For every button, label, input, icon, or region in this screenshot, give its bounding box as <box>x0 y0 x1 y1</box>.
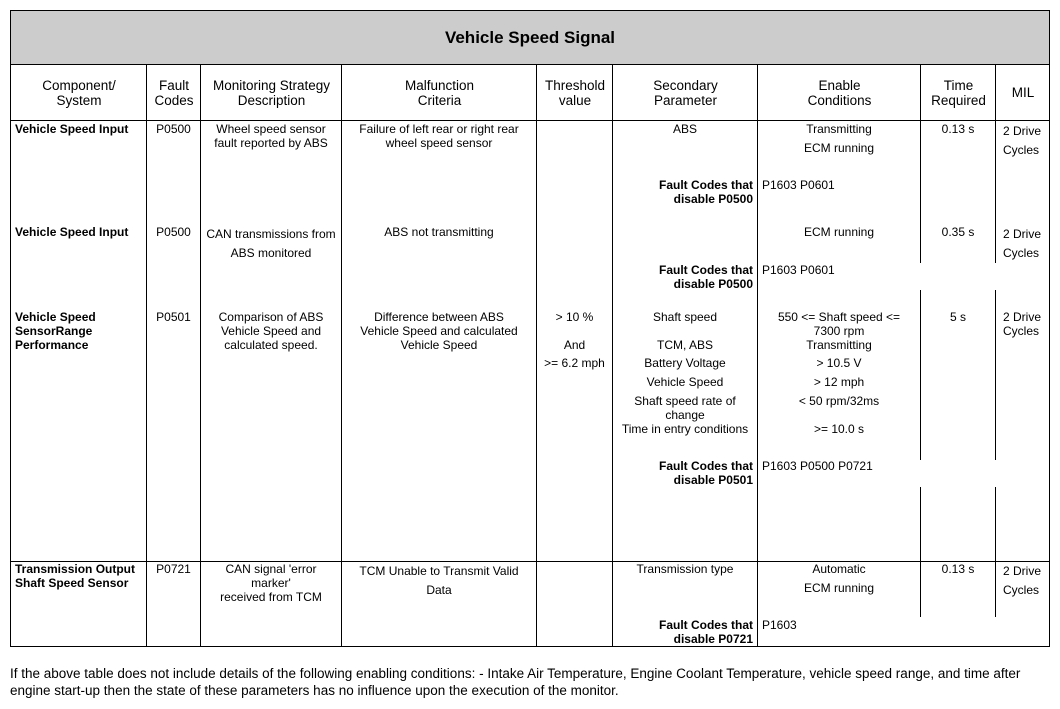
row4-enable-2: ECM running <box>803 581 875 595</box>
row3-secondary-4: Vehicle Speed <box>646 375 724 389</box>
row3-enable-5: < 50 rpm/32ms <box>798 394 880 408</box>
row3-enable-3: > 10.5 V <box>816 356 862 370</box>
row1-time: 0.13 s <box>941 122 975 136</box>
row3-fault-code: P0501 <box>156 310 191 324</box>
row1-mil: 2 Drive Cycles <box>1003 124 1042 157</box>
header-component: Component/ System <box>42 77 116 108</box>
row1-secondary-param: ABS <box>672 122 697 136</box>
row2-time: 0.35 s <box>941 225 975 239</box>
header-threshold: Threshold value <box>544 77 606 108</box>
row2-disable-label: Fault Codes that disable P0500 <box>658 263 753 291</box>
row2-enable-1: ECM running <box>803 225 875 239</box>
row3-mil: 2 Drive Cycles <box>1003 310 1042 338</box>
row4-disable-label: Fault Codes that disable P0721 <box>658 618 753 646</box>
row3-threshold-2: And <box>563 338 586 352</box>
header-enable-conditions: Enable Conditions <box>807 77 872 108</box>
row4-malfunction: TCM Unable to Transmit Valid Data <box>359 564 519 597</box>
row2-strategy: CAN transmissions from ABS monitored <box>206 227 336 260</box>
row4-disable-codes: P1603 <box>762 618 797 632</box>
row3-disable-codes: P1603 P0500 P0721 <box>762 459 873 473</box>
row1-enable-1: Transmitting <box>806 122 872 136</box>
row2-malfunction: ABS not transmitting <box>384 225 494 239</box>
row2-mil: 2 Drive Cycles <box>1003 227 1042 260</box>
row1-strategy: Wheel speed sensor fault reported by ABS <box>214 122 328 150</box>
table-title: Vehicle Speed Signal <box>10 10 1050 65</box>
header-malfunction-criteria: Malfunction Criteria <box>404 77 475 108</box>
row3-enable-4: > 12 mph <box>813 375 865 389</box>
row2-disable-codes: P1603 P0601 <box>762 263 835 277</box>
row1-enable-2: ECM running <box>803 141 875 155</box>
row4-strategy: CAN signal 'error marker' received from TCM <box>220 562 322 604</box>
table-header <box>10 65 1050 121</box>
row3-enable-2: Transmitting <box>806 338 872 352</box>
row3-threshold-1: > 10 % <box>555 310 594 324</box>
row3-secondary-5: Shaft speed rate of change <box>634 394 736 422</box>
row3-disable-label: Fault Codes that disable P0501 <box>658 459 753 487</box>
row1-component: Vehicle Speed Input <box>15 122 129 136</box>
row3-secondary-1: Shaft speed <box>652 310 718 324</box>
row4-time: 0.13 s <box>941 562 975 576</box>
row3-strategy: Comparison of ABS Vehicle Speed and calculated speed. <box>218 310 324 352</box>
row4-component: Transmission Output Shaft Speed Sensor <box>15 562 136 590</box>
row3-malfunction: Difference between ABS Vehicle Speed and calculated Vehicle Speed <box>360 310 518 352</box>
header-fault-codes: Fault Codes <box>154 77 194 108</box>
row4-mil: 2 Drive Cycles <box>1003 564 1042 597</box>
row3-enable-6: >= 10.0 s <box>813 422 865 436</box>
row3-secondary-6: Time in entry conditions <box>621 422 749 436</box>
header-time-required: Time Required <box>931 77 986 108</box>
row2-fault-code: P0500 <box>156 225 191 239</box>
row3-threshold-3: >= 6.2 mph <box>544 356 605 370</box>
header-mil: MIL <box>1011 85 1035 100</box>
row3-secondary-2: TCM, ABS <box>656 338 713 352</box>
row3-time: 5 s <box>949 310 966 324</box>
row2-component: Vehicle Speed Input <box>15 225 129 239</box>
row3-enable-1: 550 <= Shaft speed <= 7300 rpm <box>777 310 901 338</box>
row1-disable-label: Fault Codes that disable P0500 <box>658 178 753 206</box>
footer-note: If the above table does not include details of the following enabling conditions: - Intake Air Temperature, Engine Coolant Temperature, vehicle speed range, and time after engine start-up then the state of these parameters has no influence upon the execution of the monitor. <box>10 666 1021 698</box>
row1-disable-codes: P1603 P0601 <box>762 178 835 192</box>
row1-fault-code: P0500 <box>156 122 191 136</box>
header-secondary-parameter: Secondary Parameter <box>653 77 718 108</box>
header-monitoring-strategy: Monitoring Strategy Description <box>212 77 331 108</box>
row3-component: Vehicle Speed SensorRange Performance <box>15 310 96 352</box>
row4-fault-code: P0721 <box>156 562 191 576</box>
row3-secondary-3: Battery Voltage <box>644 356 726 370</box>
row4-enable-1: Automatic <box>812 562 866 576</box>
row1-malfunction: Failure of left rear or right rear wheel speed sensor <box>359 122 519 150</box>
row4-secondary-param: Transmission type <box>636 562 734 576</box>
